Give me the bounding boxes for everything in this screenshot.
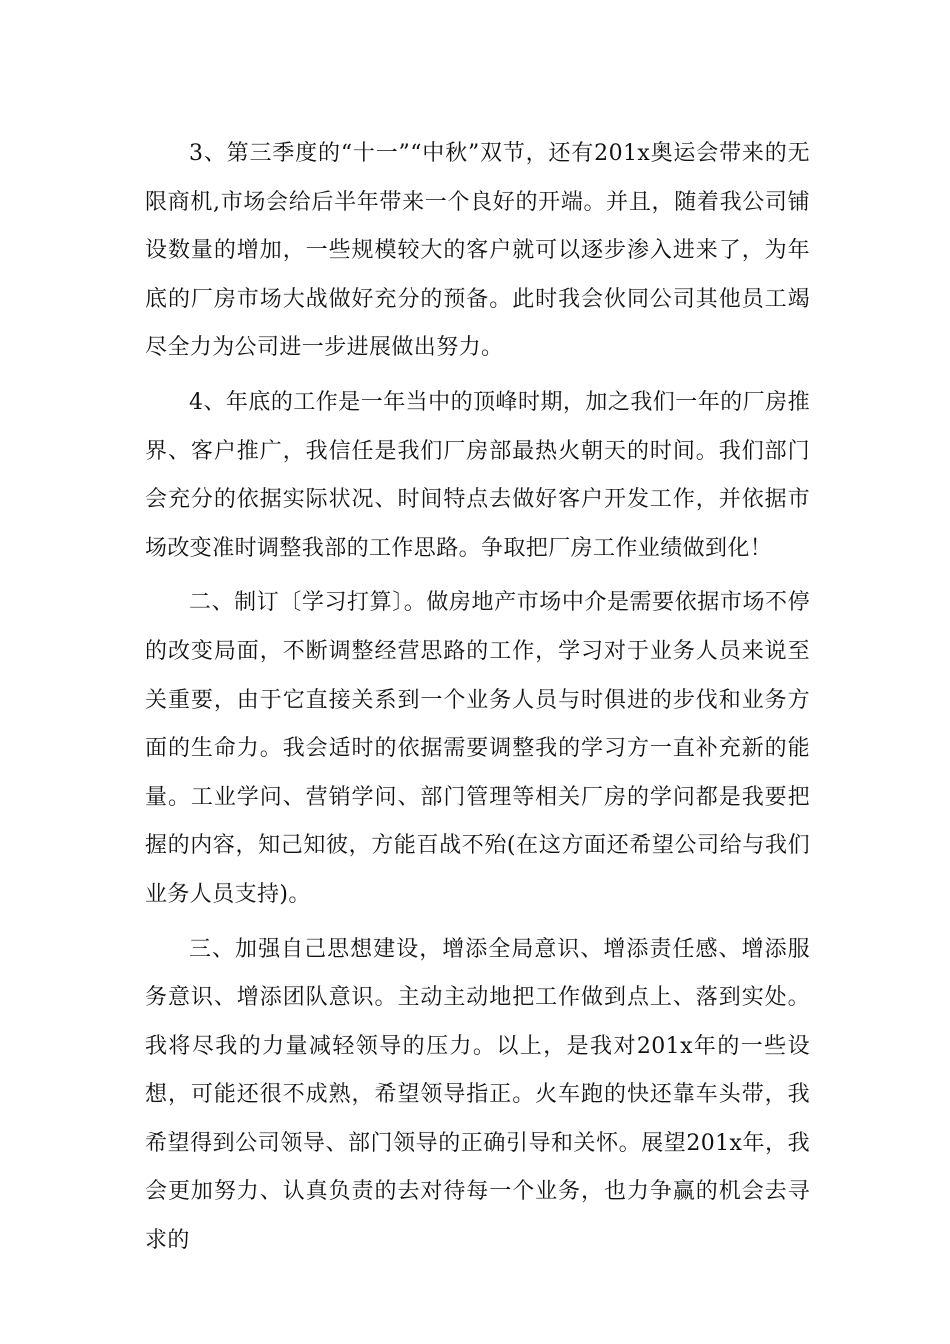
paragraph-third-quarter: 3、第三季度的“十一”“中秋”双节，还有201x奥运会带来的无限商机,市场会给后半年带来一个良好的开端。并且，随着我公司铺设数量的增加，一些规模较大的客户就可以逐步渗入进来了，为年底的厂房市场大战做好充分的预备。此时我会伙同公司其他员工竭尽全力为公司进一步进展做出努力。 [145,141,810,361]
paragraph-year-end: 4、年底的工作是一年当中的顶峰时期，加之我们一年的厂房推界、客户推广，我信任是我们厂房部最热火朝天的时间。我们部门会充分的依据实际状况、时间特点去做好客户开发工作，并依据市场改变准时调整我部的工作思路。争取把厂房工作业绩做到化！ [145,389,810,561]
paragraph-self-improvement: 三、加强自己思想建设，增添全局意识、增添责任感、增添服务意识、增添团队意识。主动主动地把工作做到点上、落到实处。我将尽我的力量减轻领导的压力。以上，是我对201x年的一些设想，可能还很不成熟，希望领导指正。火车跑的快还靠车头带，我希望得到公司领导、部门领导的正确引导和关怀。展望201x年，我会更加努力、认真负责的去对待每一个业务，也力争赢的机会去寻求的 [145,936,810,1254]
paragraph-study-plan: 二、制订〔学习打算〕。做房地产市场中介是需要依据市场不停的改变局面，不断调整经营思路的工作，学习对于业务人员来说至关重要，由于它直接关系到一个业务人员与时俱进的步伐和业务方面的生命力。我会适时的依据需要调整我的学习方一直补充新的能量。工业学问、营销学问、部门管理等相关厂房的学问都是我要把握的内容，知己知彼，方能百战不殆(在这方面还希望公司给与我们业务人员支持)。 [145,590,810,907]
document-body [145,130,810,1272]
